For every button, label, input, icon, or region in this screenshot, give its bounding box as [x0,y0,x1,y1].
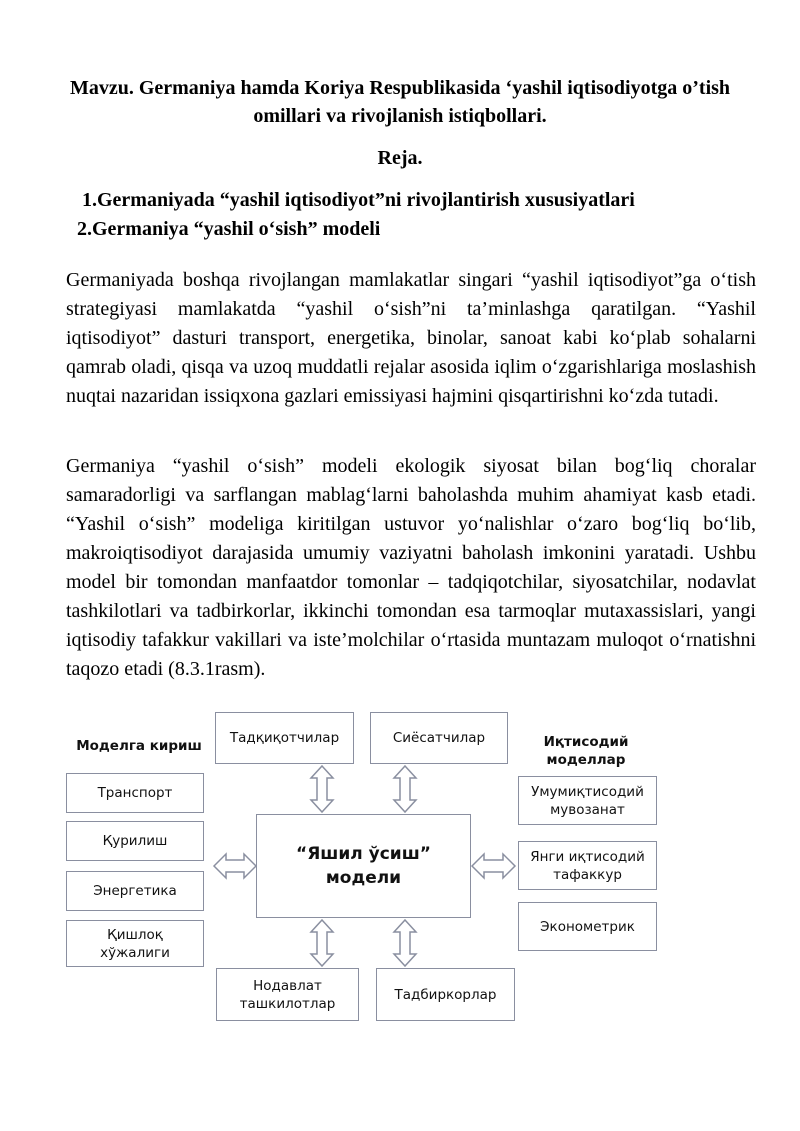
construction-box: Қурилиш [66,821,204,861]
paragraph: Germaniya “yashil o‘sish” modeli ekologik siyosat bilan bog‘liq choralar samaradorligi va sarflangan mablag‘larni baholashda muhim ahamiyat kasb etadi. “Yashil o‘sish” modeliga kiritilgan ustuvor yo‘nalishlar o‘zaro bog‘liq bo‘lib, makroiqtisodiyot darajasida umumiy vaziyatni baholash imkonini yaratadi. Ushbu model bir tomondan manfaatdor tomonlar – tadqiqotchilar, siyosatchilar, nodavlat tashkilotlari va tadbirkorlar, ikkinchi tomondan esa tarmoqlar mutaxassislari, yangi iqtisodiy tafakkur vakillari va iste’molchilar o‘rtasida muntazam muloqot o‘rnatishni taqozo etadi (8.3.1rasm). [66,455,756,680]
ngo-box: Нодавлат ташкилотлар [216,968,359,1021]
plan-item: 2.Germaniya “yashil o‘sish” modeli [77,218,381,240]
model-input-label: Моделга кириш [76,738,202,754]
econometric-box: Эконометрик [518,902,657,951]
politicians-box: Сиёсатчилар [370,712,508,764]
entrepreneurs-box: Тадбиркорлар [376,968,515,1021]
transport-box: Транспорт [66,773,204,813]
agriculture-box: Қишлоқ хўжалиги [66,920,204,967]
plan-heading: Reja. [377,147,423,169]
paragraph: Germaniyada boshqa rivojlangan mamlakatlar singari “yashil iqtisodiyot”ga o‘tish strategiyasi mamlakatda “yashil o‘sish”ni ta’minlashga qaratilgan. “Yashil iqtisodiyot” dasturi transport, energetika, binolar, sanoat kabi ko‘plab sohalarni qamrab oladi, qisqa va uzoq muddatli rejalar asosida iqlim o‘zgarishlariga moslashish nuqtai nazaridan issiqxona gazlari emissiyasi hajmini qisqartirishni ko‘zda tutadi. [66,269,756,407]
double-arrow-icon [311,920,333,966]
document-title: Mavzu. Germaniya hamda Koriya Respublikasida ‘yashil iqtisodiyotga o’tish omillari va rivojlanish istiqbollari. [69,77,731,127]
new-economic-thinking-box: Янги иқтисодий тафаккур [518,841,657,890]
double-arrow-icon [311,766,333,812]
economic-models-label: Иқтисодий моделлар [543,734,629,768]
double-arrow-icon [394,920,416,966]
energy-box: Энергетика [66,871,204,911]
researchers-box: Тадқиқотчилар [215,712,354,764]
center-model-box: “Яшил ўсиш” модели [256,814,471,918]
double-arrow-icon [472,854,515,878]
double-arrow-icon [394,766,416,812]
plan-item: 1.Germaniyada “yashil iqtisodiyot”ni rivojlantirish xususiyatlari [82,189,635,211]
general-equilibrium-box: Умумиқтисодий мувозанат [518,776,657,825]
double-arrow-icon [214,854,256,878]
